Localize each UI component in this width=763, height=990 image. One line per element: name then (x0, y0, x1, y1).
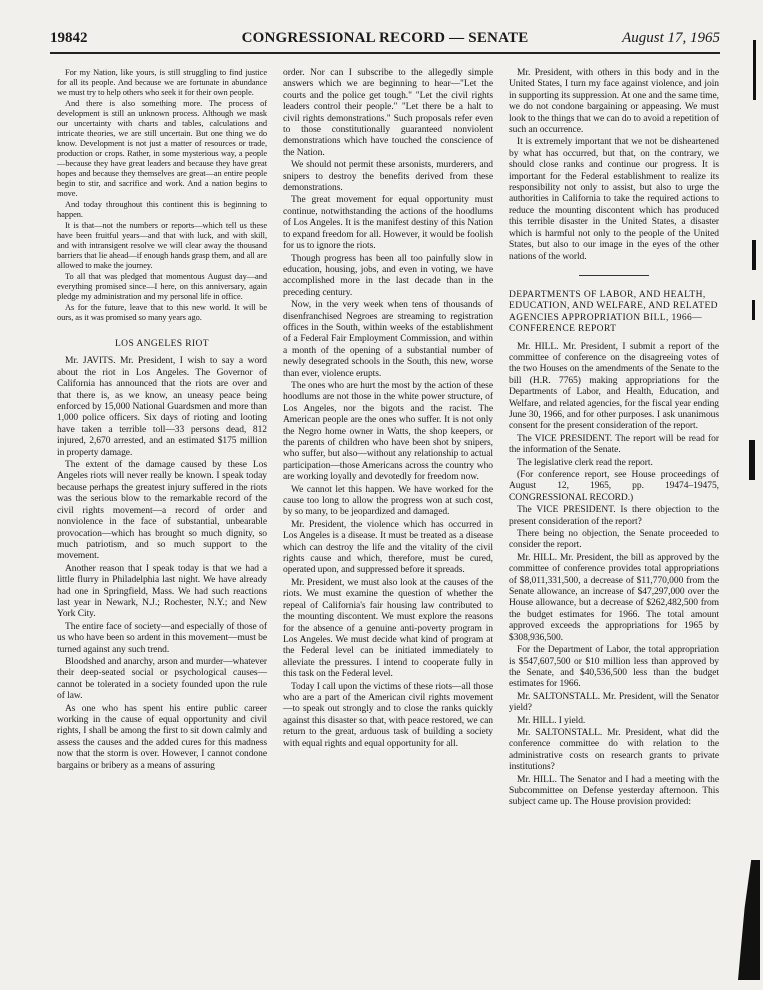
paragraph: Another reason that I speak today is that we had a little flurry in Philadelphia last night. We have already had one in Springfield, Mass. We had such reactions last year in Newark, N.J.; Rochester, N.Y.; and New York City. (57, 563, 267, 620)
paragraph: Mr. President, with others in this body and in the United States, I turn my face against violence, and join in supporting its suppression. At one and the same time, we do not condone bargaining or appeasing. We must look to the things that we can do to avoid a repetition of such an occurrence. (509, 68, 719, 136)
paragraph: The great movement for equal opportunity must continue, notwithstanding the actions of the hoodlums of Los Angeles. It is the manifest destiny of this Nation to expand freedom for all. However, it would be foolish for us to ignore the riots. (283, 195, 493, 252)
paragraph: As one who has spent his entire public career working in the cause of equal opportunity and civil rights, I shall be among the first to sit down calmly and assess the causes and the added cures for this madness now that the storm is over. However, I cannot condone bargains or bribery as a means of assuring (57, 703, 267, 771)
paragraph: Mr. President, the violence which has occurred in Los Angeles is a disease. It must be treated as a disease which can destroy the life and the vitality of the civil rights cause and which, therefore, must be cured, operated upon, and suppressed before it spreads. (283, 519, 493, 576)
paragraph: The extent of the damage caused by these Los Angeles riots will never really be known. I speak today because perhaps the greatest injury suffered in the riots was the serious blow to the remarkable record of the civil rights movement—a record of order and nonviolence in the face of substantial, unbearable provocation—which has brought so much dignity, so much patriotism, and so much support to the movement. (57, 460, 267, 562)
paragraph: We should not permit these arsonists, murderers, and snipers to destroy the benefits derived from these demonstrations. (283, 160, 493, 194)
publication-title: CONGRESSIONAL RECORD — SENATE (241, 30, 529, 46)
paragraph: Though progress has been all too painfully slow in education, housing, jobs, and even in voting, we have accomplished more in the last decade than in the preceding century. (283, 253, 493, 298)
paragraph: (For conference report, see House proceedings of August 12, 1965, pp. 19474–19475, CONGRESSIONAL RECORD.) (509, 470, 719, 503)
paragraph: We cannot let this happen. We have worked for the cause too long to allow the progress won at such cost, by so many, to be jeopardized and damaged. (283, 484, 493, 518)
scan-edge-mark (753, 40, 756, 100)
paragraph: For the Department of Labor, the total appropriation is $547,607,500 or $10 million less than approved by the Senate, and $40,536,500 less than the budget estimates for 1966. (509, 645, 719, 690)
paragraph: To all that was pledged that momentous August day—and everything promised since—I here, on this anniversary, again pledge my administration and my personal life in office. (57, 272, 267, 301)
paragraph: Mr. HILL. Mr. President, the bill as approved by the committee of conference provides total appropriations of $8,011,331,500, a decrease of $11,770,000 from the Senate allowance, an increase of $47,297,000 over the House allowance, but a decrease of $262,482,500 from the budget estimates for 1966. The total amount approved exceeds the appropriations for 1965 by $308,936,500. (509, 552, 719, 643)
paragraph: The legislative clerk read the report. (517, 457, 653, 468)
section-divider (579, 275, 649, 276)
paragraph: Mr. HILL. I yield. (517, 715, 586, 726)
scan-edge-mark (752, 240, 756, 270)
paragraph: Mr. SALTONSTALL. Mr. President, what did the conference committee do with relation to the administrative costs on research grants to private institutions? (509, 727, 719, 773)
column-3 (509, 68, 719, 810)
scan-edge-mark (749, 440, 755, 480)
paragraph: The entire face of society—and especially of those of us who have been so ardent in this movement—must be turned against any such trend. (57, 621, 267, 655)
paragraph: Mr. JAVITS. Mr. President, I wish to say a word about the riot in Los Angeles. The Governor of California has announced that the riots are over and that there is, as we know, an uneasy peace being enforced by 15,000 National Guardsmen and more than 1,000 police officers. Six days of rioting and looting have taken a terrible toll—33 persons dead, 812 injured, 2,670 arrested, and an estimated $175 million in property damage. (57, 356, 267, 458)
paragraph: And there is also something more. The process of development is still an unknown process. Although we mask our uncertainty with charts and tables, calculations and intricate theories, we are still uncertain. But one thing we do know. Development is not just a matter of resources or trade, production or crops. Rather, in some mysterious way, a people—because they have great leaders and because they have great hopes and because they themselves are great—an entire people begin to stir, and sacrifice and work. And a nation begins to move. (57, 99, 267, 198)
column-1 (57, 68, 267, 773)
publication-date: August 17, 1965 (622, 30, 720, 46)
header-rule (50, 52, 720, 54)
paragraph: Mr. HILL. The Senator and I had a meeting with the Subcommittee on Defense yesterday afternoon. This subject came up. The House provision provided: (509, 774, 719, 808)
paragraph: It is that—not the numbers or reports—which tell us these have been fruitful years—and that with luck, and with skill, and with intransigent resolve we will clear away the thousand barriers that lie ahead—if enough hands grasp them, and all are allowed to make the journey. (57, 221, 267, 270)
paragraph: Now, in the very week when tens of thousands of disenfranchised Negroes are streaming to registration offices in the South, within weeks of the establishment of a Federal Fair Employment Commission, and within a month of the opening of a substantial number of newly desegrated schools in the South, this new, worse than ever, violence erupts. (283, 300, 493, 379)
paragraph: Today I call upon the victims of these riots—all those who are a part of the American civil rights movement—to speak out strongly and to close the ranks quickly against this disaster so that, with peace restored, we can return to the great, arduous task of building a society with equal rights and equal opportunity for all. (283, 681, 493, 749)
scan-edge-mark (738, 860, 760, 980)
scan-edge-mark (752, 300, 755, 320)
page-number: 19842 (50, 30, 88, 46)
paragraph: There being no objection, the Senate proceeded to consider the report. (509, 529, 719, 551)
paragraph: Mr. HILL. Mr. President, I submit a report of the committee of conference on the disagreeing votes of the two Houses on the amendments of the Senate to the bill (H.R. 7765) making appropriations for the Departments of Labor, and Health, Education, and Welfare, and related agencies, for the fiscal year ending June 30, 1966, and for other purposes. I ask unanimous consent for the present consideration of the report. (509, 341, 719, 432)
paragraph: The VICE PRESIDENT. Is there objection to the present consideration of the report? (509, 505, 719, 527)
paragraph: order. Nor can I subscribe to the allegedly simple answers which we are beginning to hear—"Let the courts and the police get tough." "Let the civil rights leaders control their people." "Let there be a halt to civil rights demonstrations." Such proposals refer even to those constitutionally guaranteed nonviolent demonstrations which have touched the conscience of the Nation. (283, 68, 493, 158)
paragraph: The VICE PRESIDENT. The report will be read for the information of the Senate. (509, 433, 719, 456)
section-title: DEPARTMENTS OF LABOR, AND HEALTH, EDUCATION, AND WELFARE, AND RELATED AGENCIES APPROPRIATION BILL, 1966—CONFERENCE REPORT (509, 289, 718, 335)
section-title: LOS ANGELES RIOT (114, 339, 209, 349)
paragraph: And today throughout this continent this is beginning to happen. (57, 200, 267, 219)
column-2 (283, 68, 493, 751)
paragraph: As for the future, leave that to this new world. It will be ours, as it was promised so many years ago. (57, 303, 267, 322)
paragraph: Bloodshed and anarchy, arson and murder—whatever their deep-seated social or psychological causes—cannot be tolerated in a society founded upon the rule of law. (57, 656, 267, 702)
paragraph: The ones who are hurt the most by the action of these hoodlums are not those in the white power structure, of Los Angeles, nor the bigots and the racist. The American people are the ones who suffer. It is not only the Negro home owner in Watts, the shop keepers, or the parents of children who have been shot by snipers, who suffer, but also—without any relationship to actual participation—those Americans across the country who are working loyally and devotedly for freedom now. (283, 380, 493, 483)
page-header (50, 30, 720, 54)
paragraph: Mr. President, we must also look at the causes of the riots. We must examine the question of whether the repeal of California's fair housing law contributed to the mounting discontent. We must explore the reasons for the absence of a genuine anti-poverty program in Los Angeles. We must decide what kind of program at the Federal level can be initiated immediately to alleviate the pressures. I intend to cooperate fully in this task on the Federal level. (283, 577, 493, 680)
paragraph: For my Nation, like yours, is still struggling to find justice for all its people. And because we are fortunate in abundance we must try to help others who seek it for their own people. (57, 68, 267, 97)
quoted-speech (57, 68, 267, 323)
paragraph: Mr. SALTONSTALL. Mr. President, will the Senator yield? (509, 691, 719, 714)
paragraph: It is extremely important that we not be disheartened by what has occurred, but that, on the contrary, we should close ranks and continue our progress. It is important for the Federal establishment to realize its responsibility not only to assist, but also to urge the authorities in California to take the required actions to reduce the mounting discontent which has produced this terrible disaster in the United States, a disaster which is harmful not only to the people of the United States, but also to our image in the eyes of the other nations of the world. (509, 137, 719, 262)
